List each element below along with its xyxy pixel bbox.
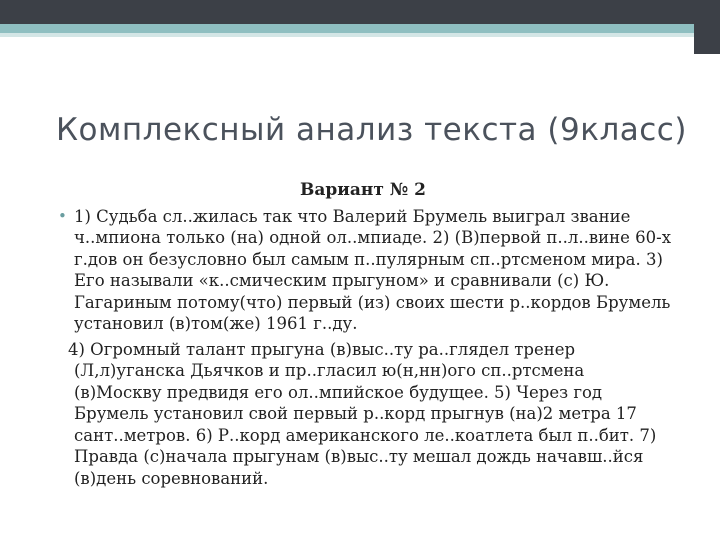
bullet-item: [54, 206, 672, 335]
paragraph-1: 1) Судьба сл..жилась так что Валерий Брумель выиграл звание ч..мпиона только (на) одной ол..мпиаде. 2) (В)первой п..л..вине 60-х г.дов он безусловно был самым п..пулярным сп..ртсменом мира. 3) Его называли «к..смическим прыгуном» и сравнивали (с) Ю. Гагариным потому(что) первый (из) своих шести р..кордов Брумель установил (в)том(же) 1961 г..ду.: [74, 206, 672, 333]
slide-title: Комплексный анализ текста (9класс): [56, 112, 687, 148]
paragraph-2: 4) Огромный талант прыгуна (в)выс..ту ра..глядел тренер (Л,л)уганска Дьячков и пр..гласил ю(н,нн)ого сп..ртсмена (в)Москву предвидя его ол..мпийское будущее. 5) Через год Брумель установил свой первый р..корд прыгнув (на)2 метра 17 сант..метров. 6) Р..корд американского ле..коатлета был п..бит. 7) Правда (с)начала прыгунам (в)выс..ту мешал дождь начавш..йся (в)день соревнований.: [68, 339, 657, 488]
variant-heading: Вариант № 2: [299, 180, 426, 200]
slide-content: [54, 180, 672, 489]
header-bar-dark: [0, 0, 720, 24]
header-corner-block: [694, 0, 720, 54]
header-bar-teal: [0, 24, 720, 33]
bullet-dot-icon: •: [58, 206, 67, 225]
header-bar-light: [0, 33, 720, 37]
